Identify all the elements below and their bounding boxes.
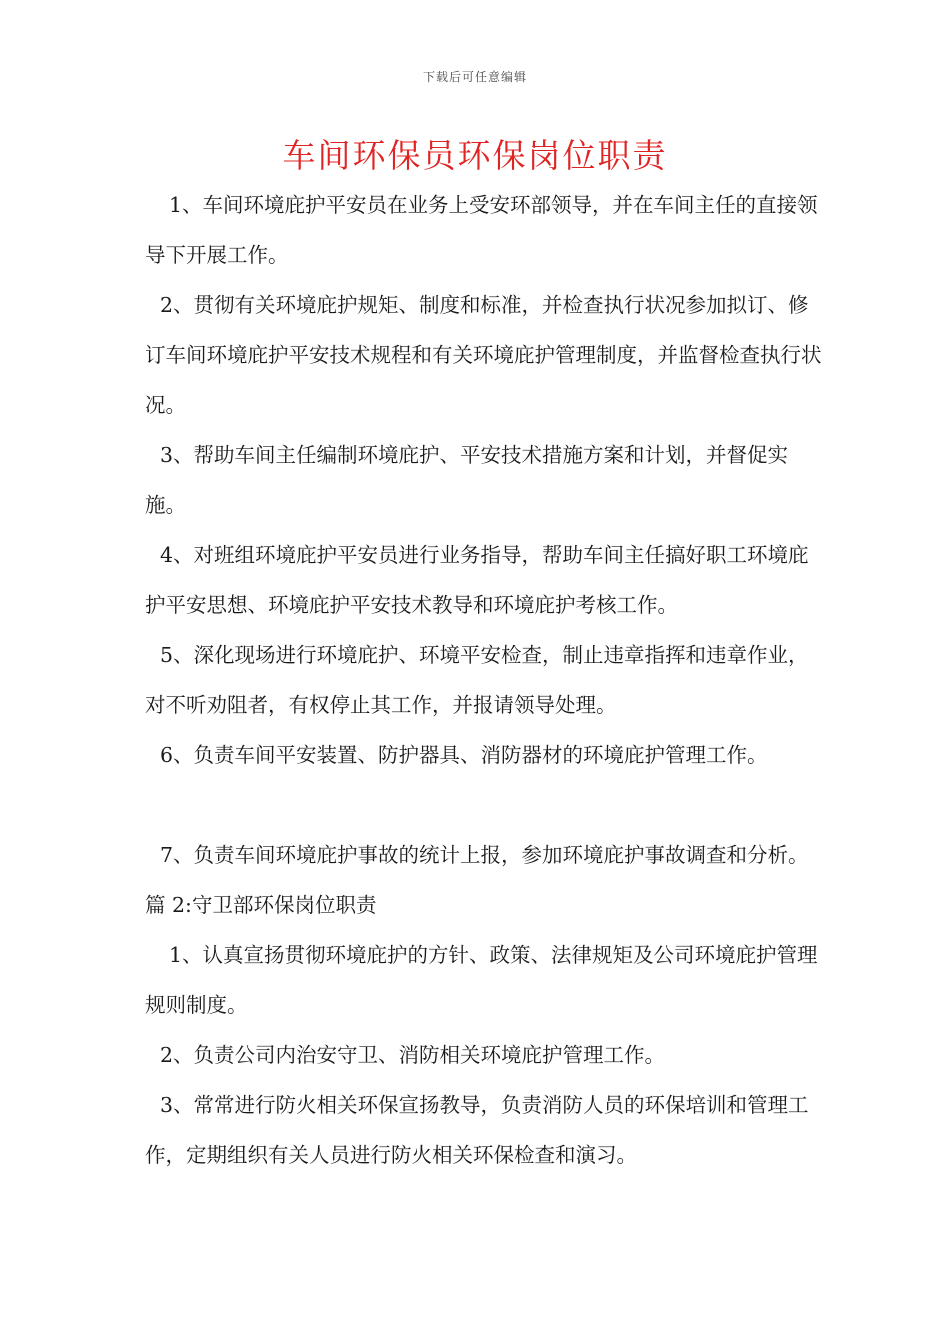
guard-duty-item-2: 2、负责公司内治安守卫、消防相关环境庇护管理工作。 bbox=[160, 1043, 666, 1067]
duty-item-3: 3、帮助车间主任编制环境庇护、平安技术措施方案和计划，并督促实施。 bbox=[145, 443, 789, 517]
duty-item-1: 1、车间环境庇护平安员在业务上受安环部领导，并在车间主任的直接领导下开展工作。 bbox=[145, 193, 818, 267]
document-title: 车间环保员环保岗位职责 bbox=[282, 136, 668, 175]
document-body bbox=[145, 180, 825, 1180]
section-2-heading: 篇 2:守卫部环保岗位职责 bbox=[145, 893, 377, 917]
guard-duty-item-1: 1、认真宣扬贯彻环境庇护的方针、政策、法律规矩及公司环境庇护管理规则制度。 bbox=[145, 943, 818, 1017]
duty-item-6: 6、负责车间平安装置、防护器具、消防器材的环境庇护管理工作。 bbox=[160, 743, 768, 767]
guard-duty-item-3: 3、常常进行防火相关环保宣扬教导，负责消防人员的环保培训和管理工作，定期组织有关人员进行防火相关环保检查和演习。 bbox=[145, 1093, 809, 1167]
blank-line bbox=[145, 780, 825, 830]
duty-item-2: 2、贯彻有关环境庇护规矩、制度和标准，并检查执行状况参加拟订、修订车间环境庇护平安技术规程和有关环境庇护管理制度，并监督检查执行状况。 bbox=[145, 293, 822, 417]
header-note: 下载后可任意编辑 bbox=[422, 70, 527, 84]
duty-item-7: 7、负责车间环境庇护事故的统计上报，参加环境庇护事故调查和分析。 bbox=[160, 843, 809, 867]
duty-item-5: 5、深化现场进行环境庇护、环境平安检查，制止违章指挥和违章作业，对不听劝阻者，有权停止其工作，并报请领导处理。 bbox=[145, 643, 809, 717]
duty-item-4: 4、对班组环境庇护平安员进行业务指导，帮助车间主任搞好职工环境庇护平安思想、环境庇护平安技术教导和环境庇护考核工作。 bbox=[145, 543, 809, 617]
